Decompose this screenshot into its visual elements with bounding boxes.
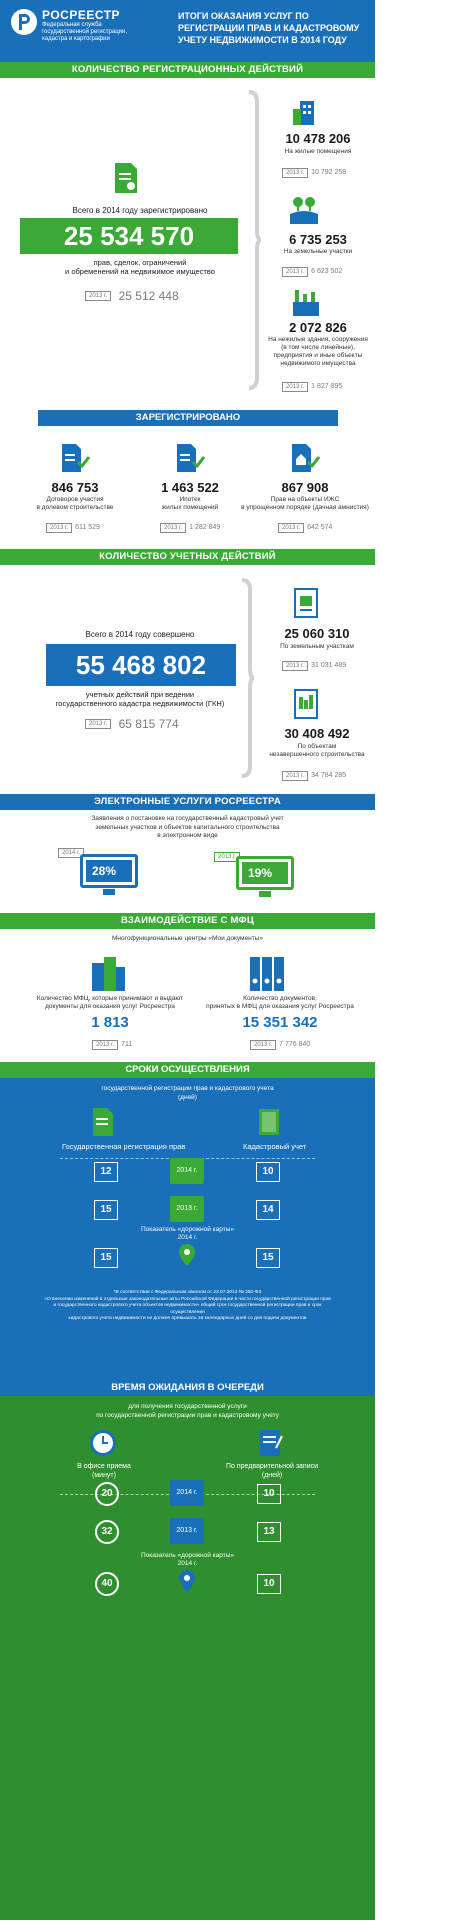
- map-pin-icon: [178, 1570, 196, 1592]
- land-plots-2013: 2013 г. 31 031 489: [282, 657, 346, 675]
- building-icon: [292, 97, 320, 125]
- terms-right-label: Кадастровый учет: [243, 1142, 307, 1151]
- factory-icon: [292, 288, 320, 316]
- monitor-stand: [103, 889, 115, 895]
- construction-label: По объектам незавершенного строительства: [269, 743, 365, 758]
- page-title: ИТОГИ ОКАЗАНИЯ УСЛУГ ПО РЕГИСТРАЦИИ ПРАВ И КАДАСТРОВОМУ УЧЕТУ НЕДВИЖИМОСТИ В 2014 ГОДУ: [178, 11, 360, 45]
- electronic-caption: Заявления о постановке на государственный кадастровый учет земельных участков и объектов капитального строительства в электронном виде: [91, 815, 284, 839]
- queue-right-2013: 13: [257, 1522, 281, 1542]
- residential-value: 10 478 206: [285, 131, 351, 146]
- section-registration-title: КОЛИЧЕСТВО РЕГИСТРАЦИОННЫХ ДЕЙСТВИЙ: [0, 62, 375, 78]
- document-icon: [113, 163, 139, 193]
- land-icon: [288, 196, 320, 226]
- registration-caption: прав, сделок, ограничений и обременений на недвижимое имущество: [65, 258, 215, 276]
- land-label: На земельные участки: [283, 248, 353, 255]
- izhs-label: Прав на объекты ИЖС в упрощенном порядке (дачная амнистия): [241, 496, 369, 511]
- map-pin-icon: [178, 1244, 196, 1266]
- electronic-2013-value: 19%: [242, 862, 288, 884]
- terms-tag-2014: 2014 г.: [170, 1158, 204, 1184]
- terms-left-label: Государственная регистрация прав: [62, 1142, 186, 1151]
- bracket-icon: [240, 578, 254, 778]
- terms-right-2014: 10: [256, 1162, 280, 1182]
- terms-left-2014: 12: [94, 1162, 118, 1182]
- queue-roadmap-left: 40: [95, 1572, 119, 1596]
- terms-subtitle: государственной регистрации прав и кадастрового учета (дней): [101, 1085, 274, 1101]
- queue-tag-2013: 2013 г.: [170, 1518, 204, 1544]
- contracts-2013: 2013 г. 611 529: [46, 519, 100, 537]
- residential-2013: 2013 г. 10 792 258: [282, 164, 346, 182]
- terms-footnote: *В соответствии с Федеральным законом от 23.07.2013 № 250-ФЗ «О внесении изменений в отдельные законодательные акты Российской Федерации в части государственной регистрации прав и государственного кадастрового учета объектов недвижимости» общий срок государственной регистрации прав и срок осуществления кадастрового учета недвижимости не должен превышать 18 календарных дней со дня подачи документов: [44, 1290, 331, 1321]
- nonresidential-2013: 2013 г. 1 827 895: [282, 378, 342, 396]
- section-electronic-title: ЭЛЕКТРОННЫЕ УСЛУГИ РОСРЕЕСТРА: [0, 794, 375, 810]
- org-name: РОСРЕЕСТР: [42, 8, 121, 22]
- year-tag: 2013 г.: [85, 291, 111, 301]
- land-plots-value: 25 060 310: [284, 626, 350, 641]
- section-queue-title: ВРЕМЯ ОЖИДАНИЯ В ОЧЕРЕДИ: [0, 1380, 375, 1396]
- electronic-2014-tag: 2014 г.: [58, 848, 84, 858]
- residential-label: На жилые помещения: [284, 148, 352, 155]
- electronic-2013-monitor: [236, 856, 294, 890]
- mortgage-label: Ипотек жилых помещений: [161, 496, 219, 511]
- section-registered-title: ЗАРЕГИСТРИРОВАНО: [38, 410, 338, 426]
- queue-right-2014: 10: [257, 1484, 281, 1504]
- mortgage-2013: 2013 г. 1 282 849: [160, 519, 220, 537]
- org-subtitle: Федеральная служба государственной регистрации, кадастра и картографии: [42, 22, 127, 42]
- mfc-documents-2013: 2013 г. 7 776 840: [250, 1036, 310, 1054]
- mfc-documents-value: 15 351 342: [242, 1014, 318, 1031]
- cadastral-total-banner: [46, 644, 236, 686]
- mfc-count-value: 1 813: [91, 1014, 129, 1031]
- electronic-2014-value: 28%: [86, 860, 132, 882]
- terms-roadmap-right: 15: [256, 1248, 280, 1268]
- cadastral-total: 55 468 802: [75, 650, 207, 680]
- construction-value: 30 408 492: [284, 726, 350, 741]
- nonresidential-label: На нежилые здания, сооружения (в том числе линейные), предприятия и иные объекты недвижимого имущества: [268, 336, 368, 367]
- mortgage-icon: [175, 444, 205, 472]
- contracts-value: 846 753: [51, 480, 99, 495]
- terms-right-2013: 14: [256, 1200, 280, 1220]
- bracket-icon: [247, 90, 261, 390]
- land-plan-icon: [294, 588, 318, 618]
- monitor-stand: [259, 891, 271, 897]
- mfc-count-2013: 2013 г. 711: [92, 1036, 132, 1054]
- rosreestr-logo-icon: [10, 8, 38, 36]
- cadastral-2013: 2013 г. 65 815 774: [85, 715, 179, 733]
- registration-intro: Всего в 2014 году зарегистрировано: [72, 206, 208, 215]
- construction-2013: 2013 г. 34 784 285: [282, 767, 346, 785]
- terms-left-2013: 15: [94, 1200, 118, 1220]
- queue-left-2014: 20: [95, 1482, 119, 1506]
- binders-icon: [248, 955, 290, 991]
- mortgage-value: 1 463 522: [161, 480, 219, 495]
- land-plots-label: По земельным участкам: [280, 643, 354, 650]
- queue-left-2013: 32: [95, 1520, 119, 1544]
- nonresidential-value: 2 072 826: [289, 320, 347, 335]
- mfc-subtitle: Многофункциональные центры «Мои документы»: [112, 935, 263, 942]
- registration-total-2013: 25 512 448: [118, 288, 179, 303]
- construction-plan-icon: [294, 689, 318, 719]
- izhs-value: 867 908: [281, 480, 329, 495]
- cadastral-caption: учетных действий при ведении государственного кадастра недвижимости (ГКН): [55, 690, 225, 708]
- terms-roadmap-left: 15: [94, 1248, 118, 1268]
- book-icon: [258, 1108, 280, 1136]
- izhs-2013: 2013 г. 642 574: [278, 519, 332, 537]
- mfc-count-label: Количество МФЦ, которые принимают и выдают документы для оказания услуг Росреестра: [36, 995, 184, 1010]
- house-document-icon: [290, 444, 320, 472]
- land-value: 6 735 253: [289, 232, 347, 247]
- section-queue: [0, 1380, 375, 1920]
- terms-roadmap-label: Показатель «дорожной карты» 2014 г.: [140, 1226, 235, 1241]
- section-cadastral-title: КОЛИЧЕСТВО УЧЕТНЫХ ДЕЙСТВИЙ: [0, 549, 375, 565]
- section-terms-title: СРОКИ ОСУЩЕСТВЛЕНИЯ: [0, 1062, 375, 1078]
- land-2013: 2013 г. 6 623 502: [282, 263, 342, 281]
- cadastral-total-2013: 65 815 774: [118, 716, 179, 731]
- queue-roadmap-label: Показатель «дорожной карты» 2014 г.: [140, 1552, 235, 1567]
- queue-right-label: По предварительной записи (дней): [225, 1463, 319, 1479]
- queue-subtitle: для получения государственной услуги по государственной регистрации прав и кадастровому учету: [96, 1403, 279, 1419]
- registration-2013: [85, 287, 179, 305]
- registration-total-banner: [20, 218, 238, 254]
- mfc-buildings-icon: [90, 955, 126, 991]
- cadastral-intro: Всего в 2014 году совершено: [85, 630, 195, 639]
- contracts-label: Договоров участия в долевом строительстве: [36, 496, 114, 511]
- section-mfc-title: ВЗАИМОДЕЙСТВИЕ С МФЦ: [0, 913, 375, 929]
- clock-icon: [88, 1428, 118, 1458]
- electronic-2013-tag: 2013 г.: [214, 852, 240, 862]
- appointment-icon: [258, 1428, 284, 1458]
- electronic-2014-monitor: [80, 854, 138, 888]
- contract-icon: [60, 444, 90, 472]
- terms-tag-2013: 2013 г.: [170, 1196, 204, 1222]
- mfc-documents-label: Количество документов, принятых в МФЦ для оказания услуг Росреестра: [206, 995, 354, 1010]
- queue-left-label: В офисе приема (минут): [77, 1463, 131, 1479]
- queue-tag-2014: 2014 г.: [170, 1480, 204, 1506]
- registration-total: 25 534 570: [63, 221, 195, 251]
- page-header: [0, 0, 375, 62]
- queue-roadmap-right: 10: [257, 1574, 281, 1594]
- document-icon: [92, 1108, 114, 1136]
